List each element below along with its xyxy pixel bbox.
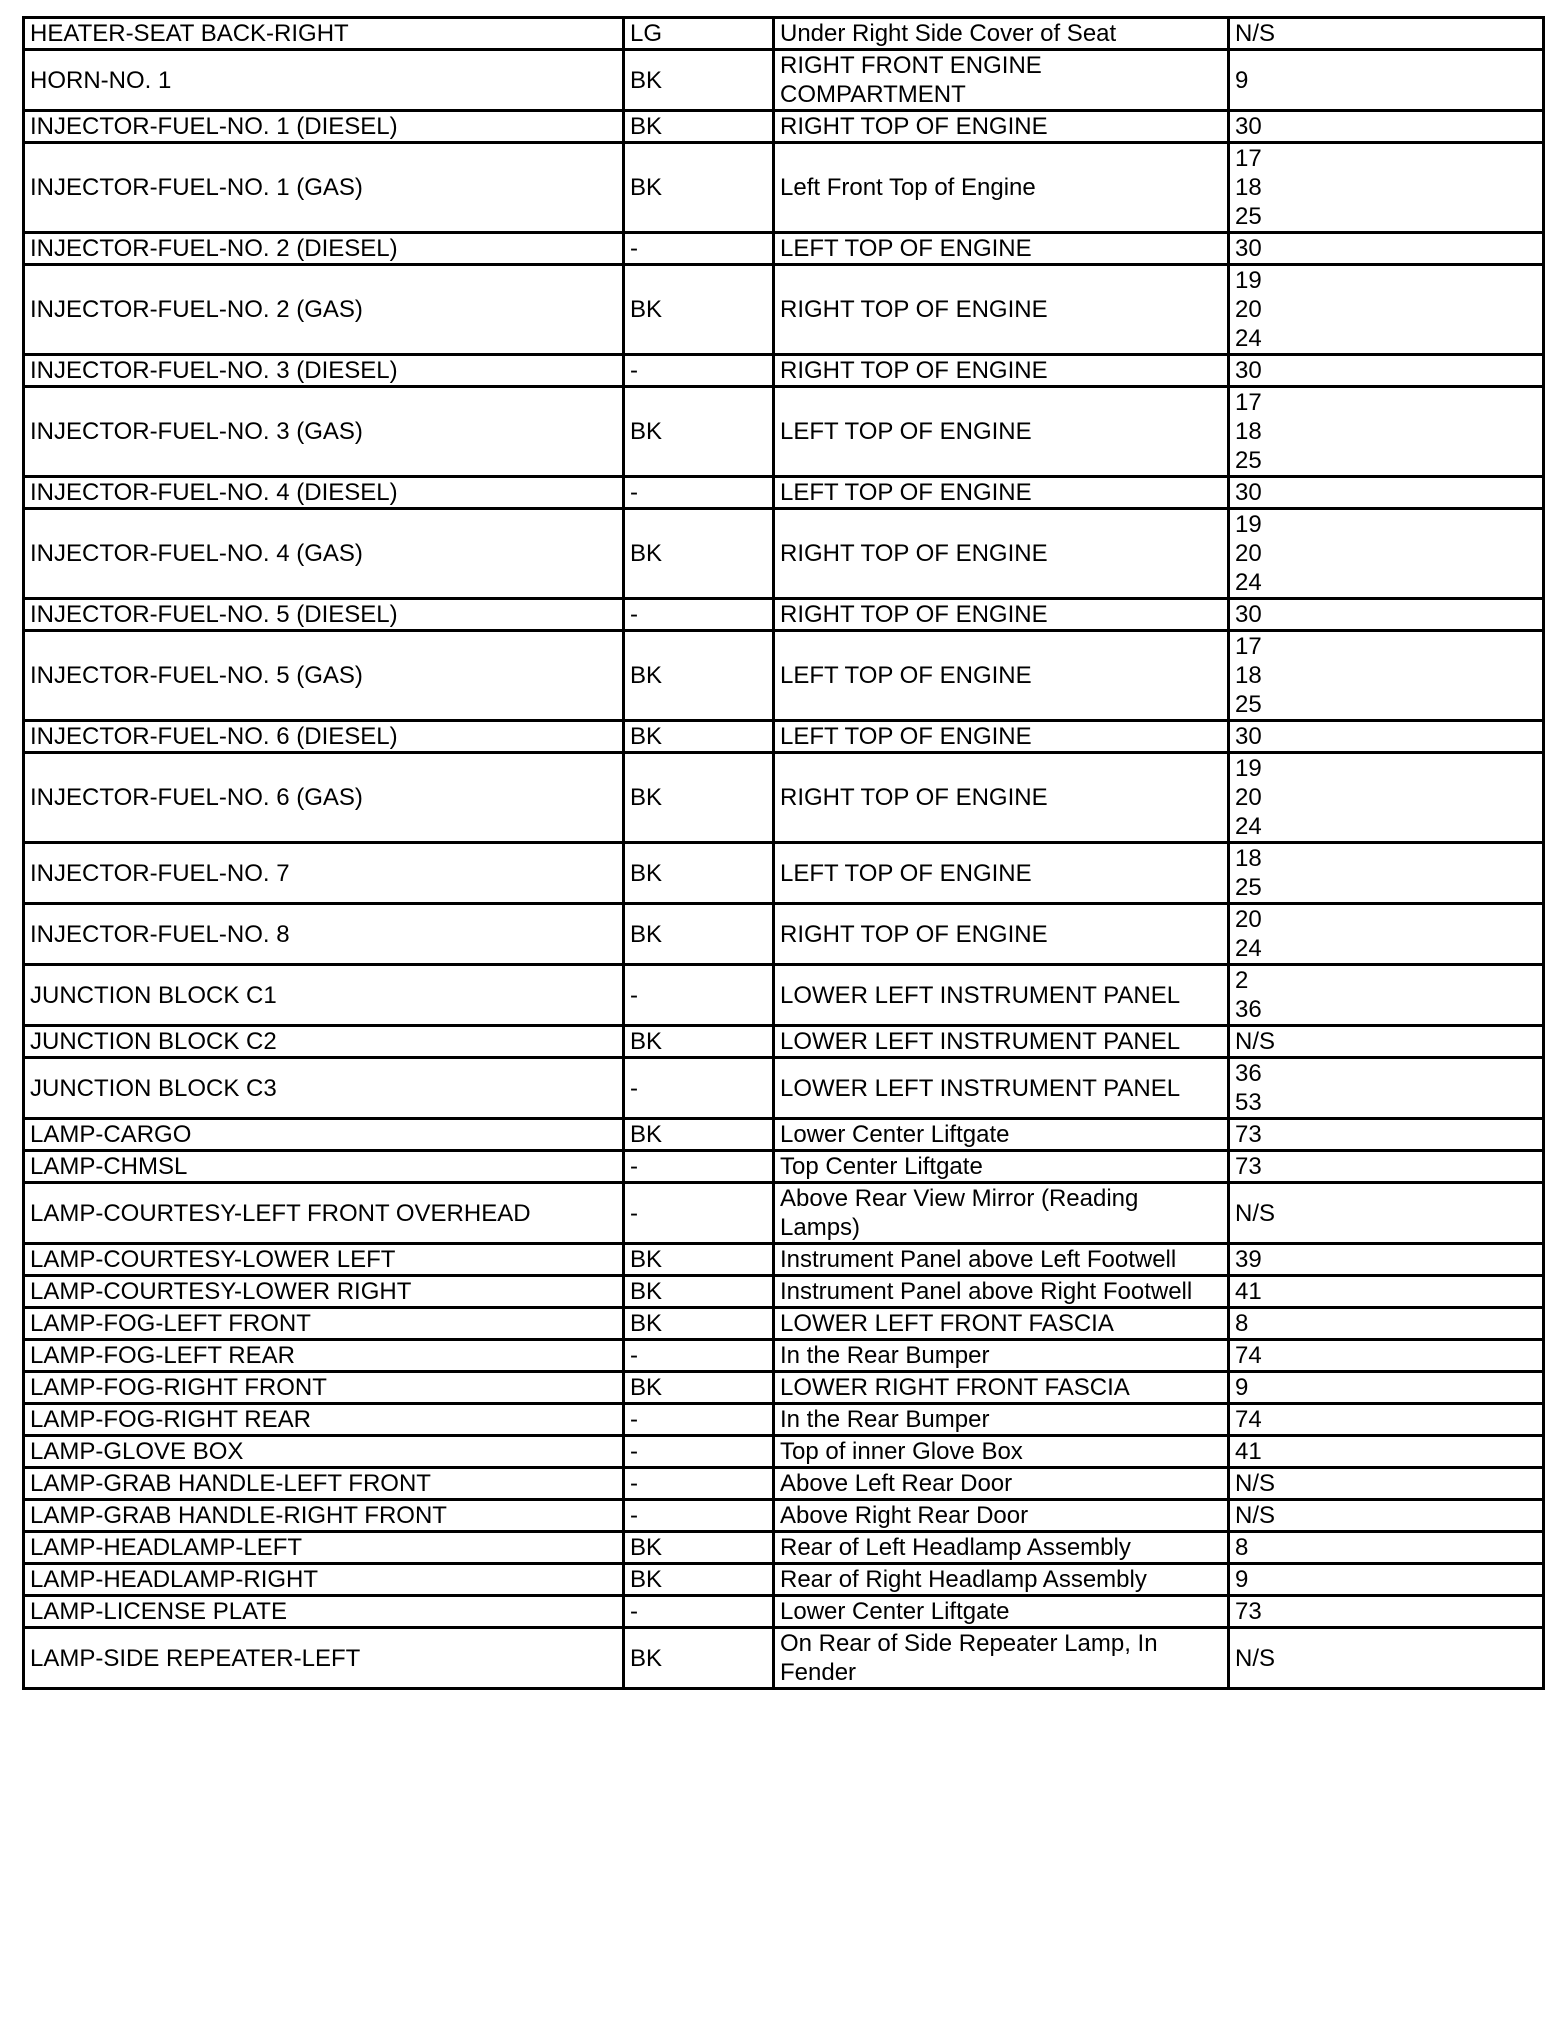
figure-number: 9	[1235, 1566, 1249, 1593]
figure-number: 19	[1235, 511, 1262, 538]
component-cell: INJECTOR-FUEL-NO. 1 (DIESEL)	[24, 111, 624, 143]
connector-location-table	[22, 16, 1545, 1690]
component-cell: LAMP-COURTESY-LOWER RIGHT	[24, 1276, 624, 1308]
figure-cell	[1229, 509, 1544, 599]
component-cell: INJECTOR-FUEL-NO. 3 (DIESEL)	[24, 355, 624, 387]
component-cell: LAMP-SIDE REPEATER-LEFT	[24, 1628, 624, 1689]
wire-color-cell: -	[624, 233, 774, 265]
figure-number: 41	[1235, 1438, 1262, 1465]
figure-cell	[1229, 477, 1544, 509]
wire-color-cell: BK	[624, 1628, 774, 1689]
location-cell: Instrument Panel above Right Footwell	[774, 1276, 1229, 1308]
component-cell: INJECTOR-FUEL-NO. 6 (DIESEL)	[24, 721, 624, 753]
location-cell: Above Rear View Mirror (Reading Lamps)	[774, 1183, 1229, 1244]
table-row	[24, 1119, 1544, 1151]
component-cell: LAMP-FOG-LEFT FRONT	[24, 1308, 624, 1340]
table-row	[24, 18, 1544, 50]
table-row	[24, 355, 1544, 387]
location-cell: Top Center Liftgate	[774, 1151, 1229, 1183]
wire-color-cell: BK	[624, 1244, 774, 1276]
figure-number: 20	[1235, 784, 1262, 811]
wire-color-cell: BK	[624, 904, 774, 965]
figure-number: 41	[1235, 1278, 1262, 1305]
figure-number: 30	[1235, 479, 1262, 506]
figure-cell	[1229, 50, 1544, 111]
figure-number: 2	[1235, 967, 1249, 994]
figure-number: 20	[1235, 540, 1262, 567]
figure-cell	[1229, 1436, 1544, 1468]
wire-color-cell: BK	[624, 387, 774, 477]
component-cell: LAMP-CARGO	[24, 1119, 624, 1151]
figure-cell	[1229, 843, 1544, 904]
wire-color-cell: -	[624, 1404, 774, 1436]
figure-number: 20	[1235, 906, 1262, 933]
figure-cell	[1229, 1340, 1544, 1372]
component-cell: INJECTOR-FUEL-NO. 1 (GAS)	[24, 143, 624, 233]
location-cell: LOWER LEFT INSTRUMENT PANEL	[774, 965, 1229, 1026]
figure-cell	[1229, 18, 1544, 50]
wire-color-cell: BK	[624, 111, 774, 143]
table-row	[24, 631, 1544, 721]
component-cell: LAMP-CHMSL	[24, 1151, 624, 1183]
component-cell: INJECTOR-FUEL-NO. 5 (DIESEL)	[24, 599, 624, 631]
component-cell: INJECTOR-FUEL-NO. 3 (GAS)	[24, 387, 624, 477]
table-row	[24, 1183, 1544, 1244]
figure-number: 19	[1235, 755, 1262, 782]
figure-number: 73	[1235, 1598, 1262, 1625]
table-body	[24, 18, 1544, 1689]
table-row	[24, 1308, 1544, 1340]
figure-number: 25	[1235, 874, 1262, 901]
figure-cell	[1229, 1183, 1544, 1244]
table-row	[24, 1026, 1544, 1058]
component-cell: JUNCTION BLOCK C1	[24, 965, 624, 1026]
figure-cell	[1229, 111, 1544, 143]
wire-color-cell: -	[624, 1058, 774, 1119]
location-cell: Lower Center Liftgate	[774, 1596, 1229, 1628]
figure-cell	[1229, 631, 1544, 721]
wire-color-cell: -	[624, 1468, 774, 1500]
component-cell: INJECTOR-FUEL-NO. 2 (GAS)	[24, 265, 624, 355]
figure-cell	[1229, 1308, 1544, 1340]
table-row	[24, 904, 1544, 965]
component-cell: JUNCTION BLOCK C2	[24, 1026, 624, 1058]
wire-color-cell: BK	[624, 753, 774, 843]
location-cell: LEFT TOP OF ENGINE	[774, 631, 1229, 721]
figure-cell	[1229, 143, 1544, 233]
figure-cell	[1229, 1244, 1544, 1276]
figure-number: N/S	[1235, 20, 1276, 47]
connector-location-sheet	[22, 16, 1542, 1690]
figure-number: N/S	[1235, 1470, 1276, 1497]
location-cell: Rear of Right Headlamp Assembly	[774, 1564, 1229, 1596]
wire-color-cell: BK	[624, 143, 774, 233]
component-cell: LAMP-LICENSE PLATE	[24, 1596, 624, 1628]
table-row	[24, 1564, 1544, 1596]
figure-number: 24	[1235, 935, 1262, 962]
figure-number: 53	[1235, 1089, 1262, 1116]
location-cell: RIGHT TOP OF ENGINE	[774, 111, 1229, 143]
wire-color-cell: BK	[624, 1372, 774, 1404]
table-row	[24, 1372, 1544, 1404]
location-cell: LOWER LEFT INSTRUMENT PANEL	[774, 1058, 1229, 1119]
table-row	[24, 233, 1544, 265]
table-row	[24, 1340, 1544, 1372]
component-cell: LAMP-FOG-LEFT REAR	[24, 1340, 624, 1372]
table-row	[24, 753, 1544, 843]
figure-cell	[1229, 1276, 1544, 1308]
location-cell: RIGHT TOP OF ENGINE	[774, 355, 1229, 387]
figure-number: 18	[1235, 845, 1262, 872]
component-cell: LAMP-FOG-RIGHT FRONT	[24, 1372, 624, 1404]
wire-color-cell: BK	[624, 1026, 774, 1058]
wire-color-cell: -	[624, 599, 774, 631]
wire-color-cell: BK	[624, 1308, 774, 1340]
table-row	[24, 1404, 1544, 1436]
table-row	[24, 1058, 1544, 1119]
table-row	[24, 265, 1544, 355]
figure-cell	[1229, 1564, 1544, 1596]
wire-color-cell: BK	[624, 631, 774, 721]
table-row	[24, 1500, 1544, 1532]
component-cell: INJECTOR-FUEL-NO. 5 (GAS)	[24, 631, 624, 721]
figure-number: 74	[1235, 1406, 1262, 1433]
location-cell: Lower Center Liftgate	[774, 1119, 1229, 1151]
figure-number: 74	[1235, 1342, 1262, 1369]
wire-color-cell: BK	[624, 265, 774, 355]
location-cell: LEFT TOP OF ENGINE	[774, 843, 1229, 904]
location-cell: Top of inner Glove Box	[774, 1436, 1229, 1468]
figure-number: 17	[1235, 389, 1262, 416]
wire-color-cell: -	[624, 1151, 774, 1183]
wire-color-cell: BK	[624, 50, 774, 111]
wire-color-cell: -	[624, 477, 774, 509]
component-cell: JUNCTION BLOCK C3	[24, 1058, 624, 1119]
table-row	[24, 1628, 1544, 1689]
figure-number: N/S	[1235, 1199, 1276, 1227]
figure-number: 36	[1235, 996, 1262, 1023]
component-cell: INJECTOR-FUEL-NO. 7	[24, 843, 624, 904]
table-row	[24, 509, 1544, 599]
table-row	[24, 1596, 1544, 1628]
figure-cell	[1229, 1468, 1544, 1500]
figure-cell	[1229, 721, 1544, 753]
component-cell: INJECTOR-FUEL-NO. 2 (DIESEL)	[24, 233, 624, 265]
table-row	[24, 387, 1544, 477]
figure-number: 20	[1235, 296, 1262, 323]
figure-number: 73	[1235, 1121, 1262, 1148]
location-cell: RIGHT TOP OF ENGINE	[774, 753, 1229, 843]
table-row	[24, 721, 1544, 753]
location-cell: RIGHT FRONT ENGINE COMPARTMENT	[774, 50, 1229, 111]
table-row	[24, 843, 1544, 904]
location-cell: Under Right Side Cover of Seat	[774, 18, 1229, 50]
figure-number: 73	[1235, 1153, 1262, 1180]
component-cell: LAMP-GRAB HANDLE-LEFT FRONT	[24, 1468, 624, 1500]
figure-cell	[1229, 1500, 1544, 1532]
location-cell: RIGHT TOP OF ENGINE	[774, 509, 1229, 599]
table-row	[24, 1276, 1544, 1308]
location-cell: LOWER LEFT FRONT FASCIA	[774, 1308, 1229, 1340]
figure-cell	[1229, 1151, 1544, 1183]
figure-number: 25	[1235, 447, 1262, 474]
location-cell: LEFT TOP OF ENGINE	[774, 477, 1229, 509]
location-cell: RIGHT TOP OF ENGINE	[774, 599, 1229, 631]
table-row	[24, 1468, 1544, 1500]
figure-number: 19	[1235, 267, 1262, 294]
table-row	[24, 1244, 1544, 1276]
table-row	[24, 599, 1544, 631]
location-cell: In the Rear Bumper	[774, 1340, 1229, 1372]
figure-number: 25	[1235, 691, 1262, 718]
figure-cell	[1229, 387, 1544, 477]
table-row	[24, 1532, 1544, 1564]
location-cell: Above Left Rear Door	[774, 1468, 1229, 1500]
figure-number: 36	[1235, 1060, 1262, 1087]
wire-color-cell: BK	[624, 1119, 774, 1151]
wire-color-cell: BK	[624, 1276, 774, 1308]
figure-cell	[1229, 753, 1544, 843]
wire-color-cell: -	[624, 1436, 774, 1468]
wire-color-cell: BK	[624, 1532, 774, 1564]
figure-number: 18	[1235, 662, 1262, 689]
figure-cell	[1229, 904, 1544, 965]
wire-color-cell: -	[624, 1596, 774, 1628]
location-cell: RIGHT TOP OF ENGINE	[774, 265, 1229, 355]
component-cell: LAMP-COURTESY-LEFT FRONT OVERHEAD	[24, 1183, 624, 1244]
component-cell: LAMP-FOG-RIGHT REAR	[24, 1404, 624, 1436]
table-row	[24, 965, 1544, 1026]
location-cell: LEFT TOP OF ENGINE	[774, 721, 1229, 753]
location-cell: In the Rear Bumper	[774, 1404, 1229, 1436]
figure-number: 30	[1235, 357, 1262, 384]
component-cell: LAMP-GRAB HANDLE-RIGHT FRONT	[24, 1500, 624, 1532]
figure-number: 30	[1235, 113, 1262, 140]
table-row	[24, 143, 1544, 233]
figure-cell	[1229, 1119, 1544, 1151]
component-cell: HORN-NO. 1	[24, 50, 624, 111]
wire-color-cell: -	[624, 1500, 774, 1532]
figure-number: N/S	[1235, 1502, 1276, 1529]
table-row	[24, 111, 1544, 143]
location-cell: RIGHT TOP OF ENGINE	[774, 904, 1229, 965]
wire-color-cell: -	[624, 965, 774, 1026]
figure-number: 25	[1235, 203, 1262, 230]
figure-cell	[1229, 1372, 1544, 1404]
location-cell: LOWER LEFT INSTRUMENT PANEL	[774, 1026, 1229, 1058]
figure-cell	[1229, 355, 1544, 387]
figure-number: 24	[1235, 813, 1262, 840]
location-cell: On Rear of Side Repeater Lamp, In Fender	[774, 1628, 1229, 1689]
figure-cell	[1229, 599, 1544, 631]
figure-number: 17	[1235, 633, 1262, 660]
component-cell: LAMP-HEADLAMP-LEFT	[24, 1532, 624, 1564]
figure-number: 30	[1235, 723, 1262, 750]
figure-cell	[1229, 1404, 1544, 1436]
figure-number: 9	[1235, 66, 1249, 94]
figure-number: 9	[1235, 1374, 1249, 1401]
location-cell: Above Right Rear Door	[774, 1500, 1229, 1532]
figure-cell	[1229, 265, 1544, 355]
figure-number: 24	[1235, 569, 1262, 596]
table-row	[24, 477, 1544, 509]
component-cell: INJECTOR-FUEL-NO. 4 (GAS)	[24, 509, 624, 599]
figure-cell	[1229, 1026, 1544, 1058]
figure-cell	[1229, 233, 1544, 265]
component-cell: INJECTOR-FUEL-NO. 4 (DIESEL)	[24, 477, 624, 509]
figure-number: 24	[1235, 325, 1262, 352]
component-cell: LAMP-HEADLAMP-RIGHT	[24, 1564, 624, 1596]
wire-color-cell: BK	[624, 843, 774, 904]
figure-number: 18	[1235, 174, 1262, 201]
location-cell: LEFT TOP OF ENGINE	[774, 387, 1229, 477]
component-cell: LAMP-COURTESY-LOWER LEFT	[24, 1244, 624, 1276]
figure-number: 8	[1235, 1310, 1249, 1337]
figure-number: 17	[1235, 145, 1262, 172]
figure-cell	[1229, 1058, 1544, 1119]
figure-cell	[1229, 965, 1544, 1026]
table-row	[24, 50, 1544, 111]
table-row	[24, 1151, 1544, 1183]
location-cell: Rear of Left Headlamp Assembly	[774, 1532, 1229, 1564]
figure-cell	[1229, 1628, 1544, 1689]
figure-number: 30	[1235, 235, 1262, 262]
figure-number: 30	[1235, 601, 1262, 628]
location-cell: Instrument Panel above Left Footwell	[774, 1244, 1229, 1276]
figure-number: 18	[1235, 418, 1262, 445]
wire-color-cell: BK	[624, 509, 774, 599]
wire-color-cell: -	[624, 1183, 774, 1244]
wire-color-cell: BK	[624, 721, 774, 753]
figure-number: N/S	[1235, 1028, 1276, 1055]
component-cell: INJECTOR-FUEL-NO. 6 (GAS)	[24, 753, 624, 843]
wire-color-cell: -	[624, 355, 774, 387]
component-cell: HEATER-SEAT BACK-RIGHT	[24, 18, 624, 50]
figure-number: N/S	[1235, 1644, 1276, 1672]
table-row	[24, 1436, 1544, 1468]
location-cell: LEFT TOP OF ENGINE	[774, 233, 1229, 265]
wire-color-cell: BK	[624, 1564, 774, 1596]
wire-color-cell: -	[624, 1340, 774, 1372]
component-cell: LAMP-GLOVE BOX	[24, 1436, 624, 1468]
figure-number: 8	[1235, 1534, 1249, 1561]
location-cell: Left Front Top of Engine	[774, 143, 1229, 233]
component-cell: INJECTOR-FUEL-NO. 8	[24, 904, 624, 965]
figure-cell	[1229, 1596, 1544, 1628]
figure-number: 39	[1235, 1246, 1262, 1273]
location-cell: LOWER RIGHT FRONT FASCIA	[774, 1372, 1229, 1404]
wire-color-cell: LG	[624, 18, 774, 50]
figure-cell	[1229, 1532, 1544, 1564]
